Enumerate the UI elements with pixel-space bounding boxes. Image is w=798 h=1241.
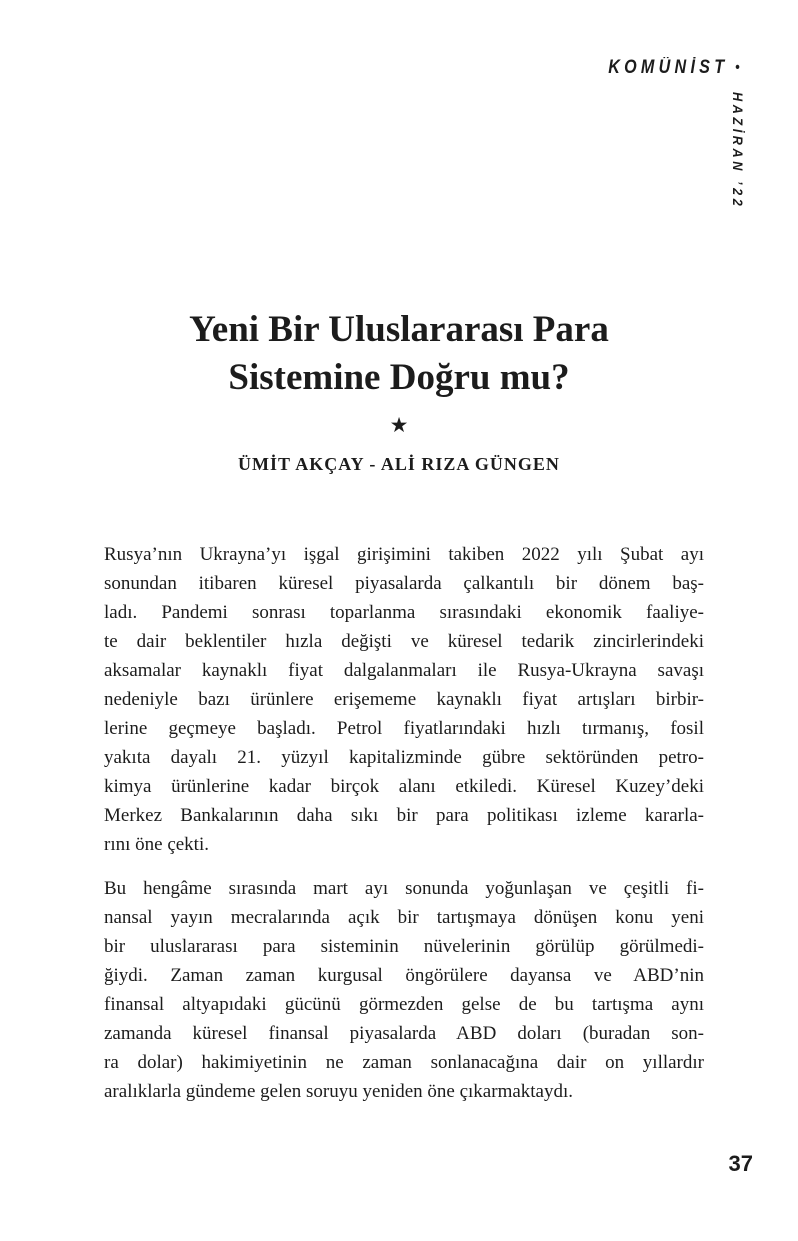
bullet-icon: •: [735, 59, 740, 76]
body-line: kimya ürünlerine kadar birçok alanı etkiledi. Küresel Kuzey’deki: [104, 776, 704, 797]
body-line: zamanda küresel finansal piyasalarda ABD doları (buradan son-: [104, 1023, 704, 1044]
body-line: te dair beklentiler hızla değişti ve küresel tedarik zincirlerindeki: [104, 631, 704, 652]
body-line: ğiydi. Zaman zaman kurgusal öngörülere dayansa ve ABD’nin: [104, 965, 704, 986]
body-line: nansal yayın mecralarında açık bir tartışmaya dönüşen konu yeni: [104, 907, 704, 928]
article-title: [99, 306, 699, 402]
body-line: yakıta dayalı 21. yüzyıl kapitalizminde gübre sektöründen petro-: [104, 747, 704, 768]
title-line-1: Yeni Bir Uluslararası Para: [189, 309, 609, 350]
body-line: nedeniyle bazı ürünlere erişememe kaynaklı fiyat artışları birbir-: [104, 689, 704, 710]
body-line: ra dolar) hakimiyetinin ne zaman sonlanacağına dair on yıllardır: [104, 1052, 704, 1073]
body-line: rını öne çekti.: [104, 834, 209, 855]
body-line: Bu hengâme sırasında mart ayı sonunda yoğunlaşan ve çeşitli fi-: [104, 878, 704, 899]
body-line: bir uluslararası para sisteminin nüvelerinin görülüp görülmedi-: [104, 936, 704, 957]
magazine-title: KOMÜNİST: [608, 57, 729, 78]
body-line: aralıklarla gündeme gelen soruyu yeniden öne çıkarmaktaydı.: [104, 1081, 574, 1102]
body-line: aksamalar kaynaklı fiyat dalgalanmaları ile Rusya-Ukrayna savaşı: [104, 660, 704, 681]
magazine-header: [609, 57, 740, 79]
body-line: Merkez Bankalarının daha sıkı bir para politikası izleme kararla-: [104, 805, 704, 826]
issue-date: HAZİRAN ’22: [730, 92, 746, 210]
body-line: Rusya’nın Ukrayna’yı işgal girişimini takiben 2022 yılı Şubat ayı: [104, 544, 704, 565]
authors-byline: ÜMİT AKÇAY - ALİ RIZA GÜNGEN: [238, 454, 560, 474]
title-line-2: Sistemine Doğru mu?: [228, 357, 570, 398]
page-number: 37: [728, 1151, 753, 1176]
star-divider-icon: ★: [389, 413, 409, 437]
body-line: lerine geçmeye başladı. Petrol fiyatlarındaki hızlı tırmanış, fosil: [104, 718, 704, 739]
paragraph: [104, 540, 704, 859]
body-line: ladı. Pandemi sonrası toparlanma sırasındaki ekonomik faaliye-: [104, 602, 704, 623]
body-line: sonundan itibaren küresel piyasalarda çalkantılı bir dönem baş-: [104, 573, 704, 594]
paragraph: [104, 874, 704, 1106]
body-text: [104, 540, 704, 1121]
body-line: finansal altyapıdaki gücünü görmezden gelse de bu tartışma aynı: [104, 994, 704, 1015]
